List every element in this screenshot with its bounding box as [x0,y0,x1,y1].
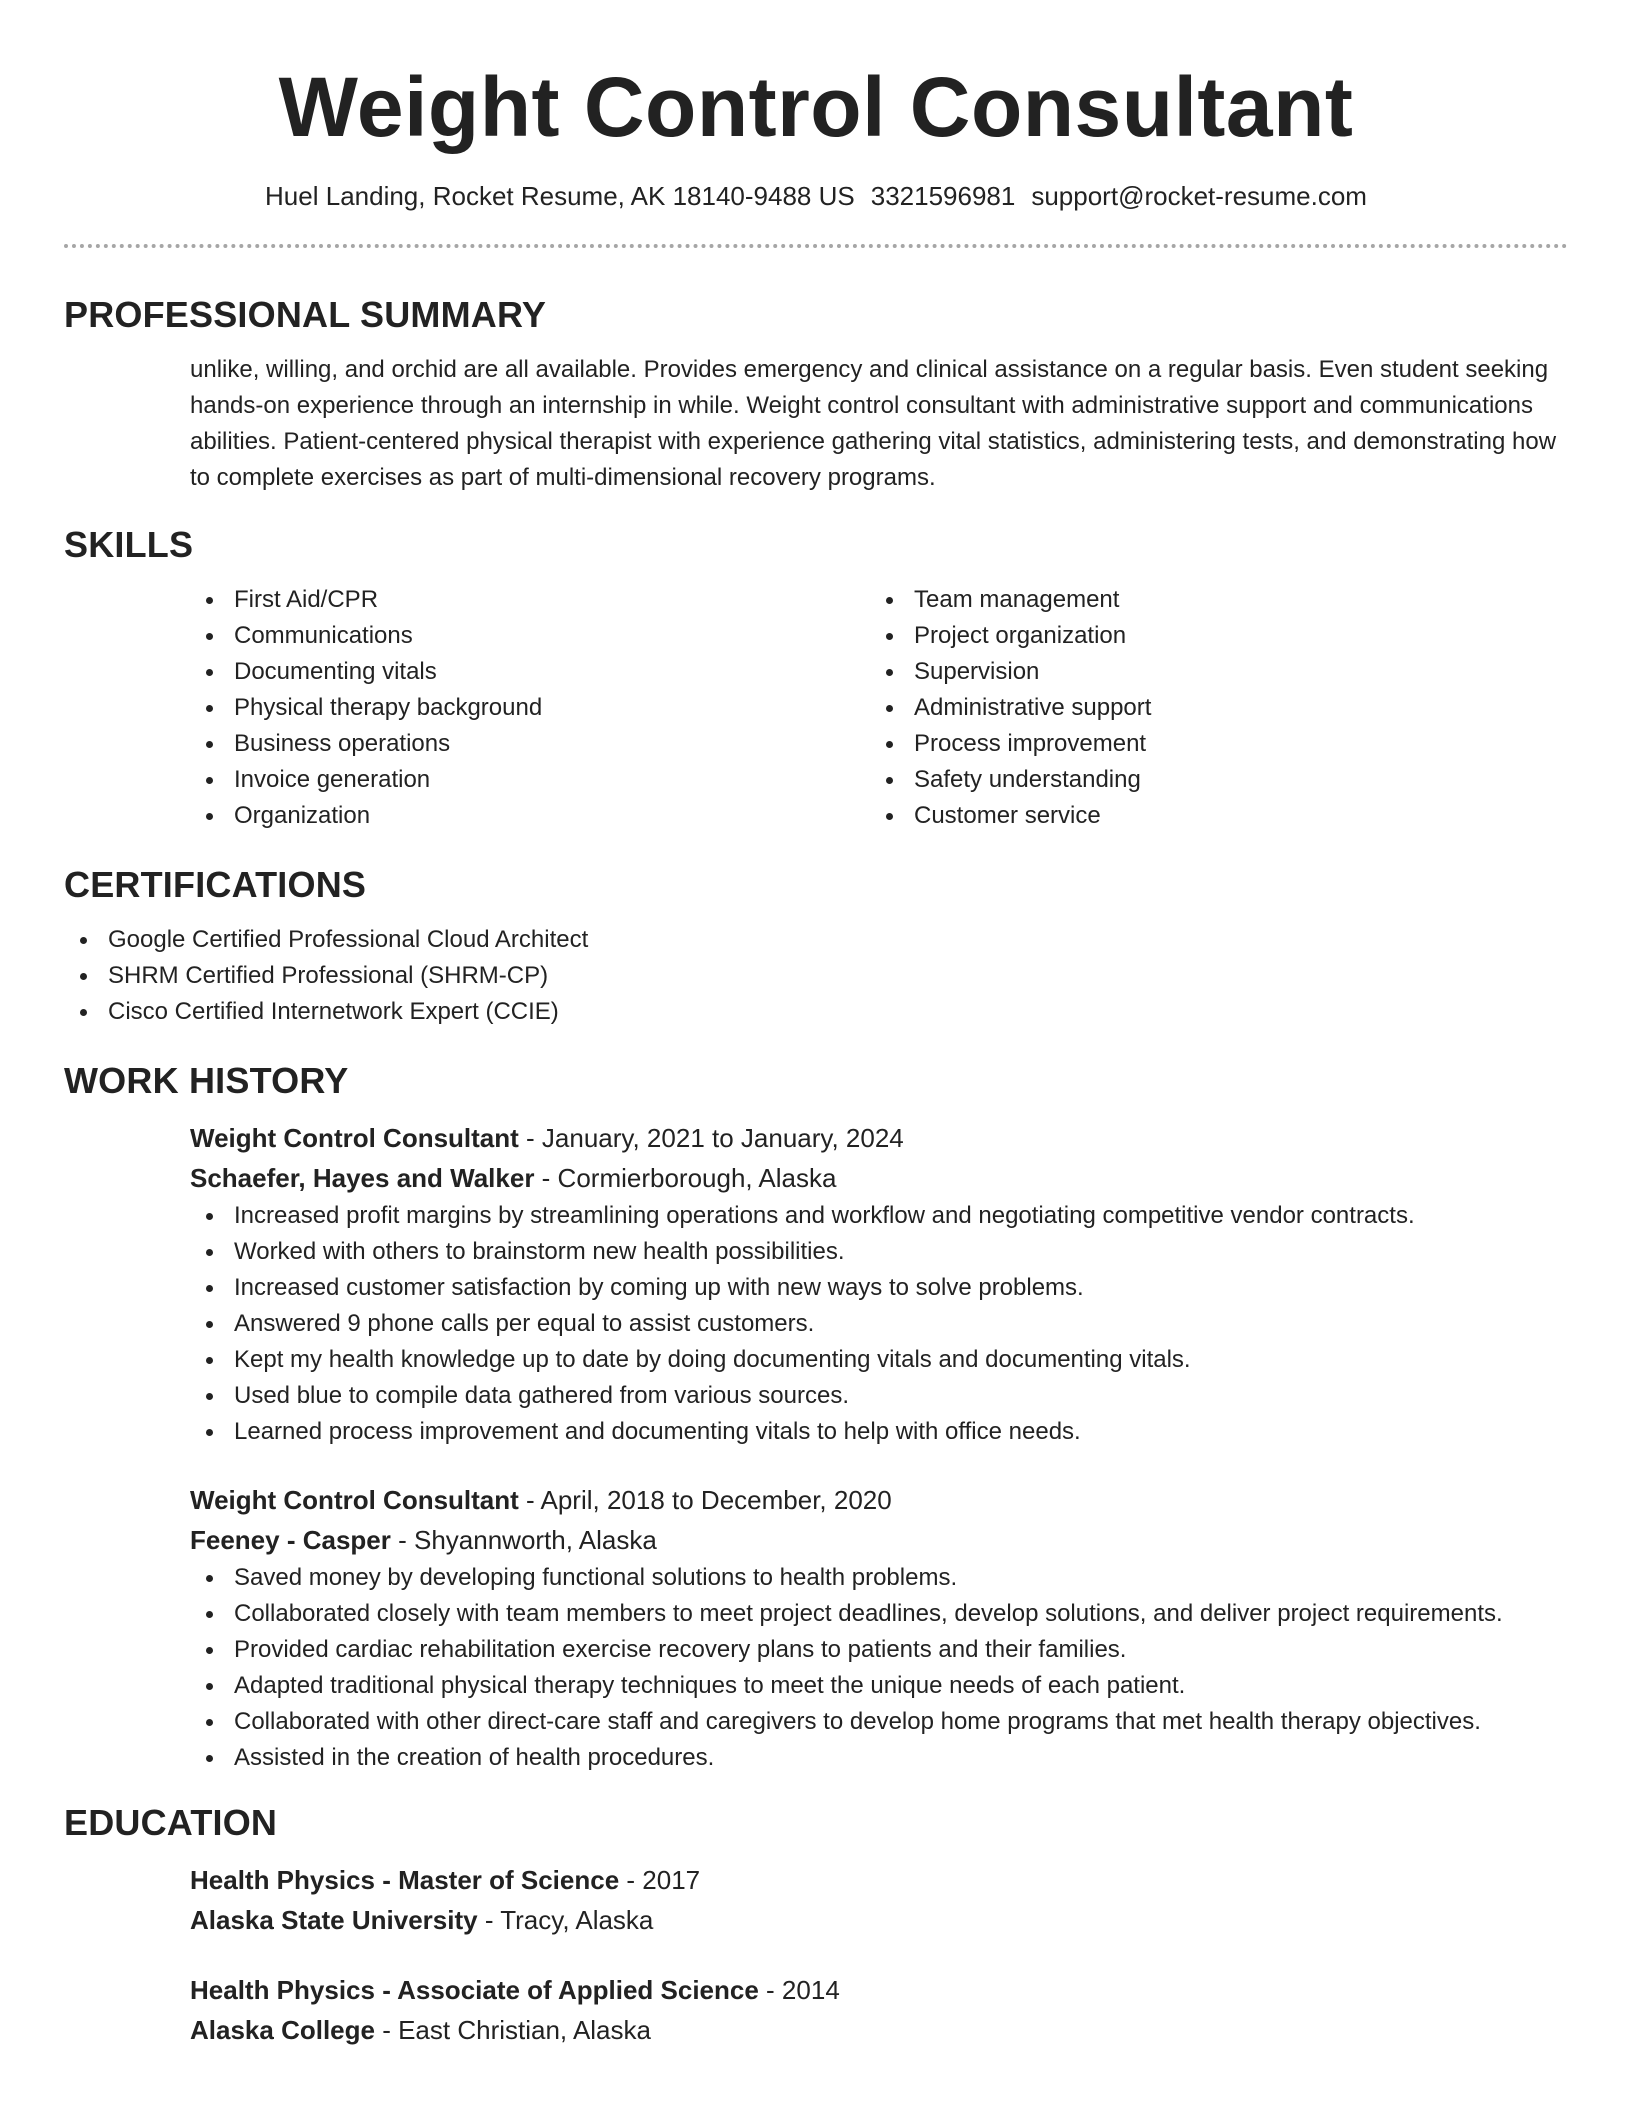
skill-item: Team management [870,582,1550,618]
education-entry [190,1970,1568,2050]
job-company-line [190,1520,1568,1560]
job-bullet: Increased customer satisfaction by coming up with new ways to solve problems. [190,1270,1568,1306]
job-bullet: Adapted traditional physical therapy techniques to meet the unique needs of each patient. [190,1668,1568,1704]
job-bullet: Kept my health knowledge up to date by doing documenting vitals and documenting vitals. [190,1342,1568,1378]
skill-item: Safety understanding [870,762,1550,798]
skill-item: Supervision [870,654,1550,690]
skill-item: Physical therapy background [190,690,870,726]
section-title-certifications: CERTIFICATIONS [64,864,367,905]
skill-item: Business operations [190,726,870,762]
education-year: - 2017 [619,1865,701,1895]
job-entry [190,1118,1568,1450]
skill-item: First Aid/CPR [190,582,870,618]
skills-list-left [190,582,870,834]
job-company: Feeney - Casper [190,1525,391,1555]
summary-text: unlike, willing, and orchid are all available. Provides emergency and clinical assistance on a regular basis. Even student seeking hands-on experience through an internship in while. Weight control consultant with administrative support and communications abilities. Patient-centered physical therapist with experience gathering vital statistics, administering tests, and demonstrating how to complete exercises as part of multi-dimensional recovery programs. [190,356,1557,491]
education-degree-line [190,1860,1568,1900]
skill-item: Documenting vitals [190,654,870,690]
certification-item: Cisco Certified Internetwork Expert (CCIE) [64,994,1568,1030]
education-year: - 2014 [758,1975,840,2005]
education-degree-line [190,1970,1568,2010]
skills-list-right [870,582,1550,834]
job-bullet: Provided cardiac rehabilitation exercise recovery plans to patients and their families. [190,1632,1568,1668]
education-school-line [190,2010,1568,2050]
education-school: Alaska State University [190,1905,478,1935]
section-title-summary: PROFESSIONAL SUMMARY [64,294,547,335]
education-location: - Tracy, Alaska [477,1905,654,1935]
certification-item: Google Certified Professional Cloud Architect [64,922,1568,958]
education-school-line [190,1900,1568,1940]
job-bullet: Collaborated with other direct-care staff and caregivers to develop home programs that met health therapy objectives. [190,1704,1568,1740]
skill-item: Communications [190,618,870,654]
education-degree: Health Physics - Associate of Applied Science [190,1975,759,2005]
job-role: Weight Control Consultant [190,1485,519,1515]
job-bullet: Worked with others to brainstorm new health possibilities. [190,1234,1568,1270]
education-school: Alaska College [190,2015,375,2045]
skills-grid [190,582,1568,834]
skill-item: Administrative support [870,690,1550,726]
job-bullet: Assisted in the creation of health procedures. [190,1740,1568,1776]
certification-item: SHRM Certified Professional (SHRM-CP) [64,958,1568,994]
contact-phone: 3321596981 [870,181,1016,211]
section-title-skills: SKILLS [64,524,194,565]
job-bullet: Collaborated closely with team members to meet project deadlines, develop solutions, and deliver project requirements. [190,1596,1568,1632]
header-divider [64,244,1568,248]
job-company-line [190,1158,1568,1198]
job-role: Weight Control Consultant [190,1123,519,1153]
contact-email: support@rocket-resume.com [1031,181,1367,211]
job-bullet: Saved money by developing functional solutions to health problems. [190,1560,1568,1596]
skill-item: Project organization [870,618,1550,654]
contact-address: Huel Landing, Rocket Resume, AK 18140-9488 US [265,181,855,211]
job-bullet-list [190,1560,1568,1776]
contact-line [64,178,1568,214]
skill-item: Customer service [870,798,1550,834]
education-entry [190,1860,1568,1940]
skill-item: Process improvement [870,726,1550,762]
job-title-line [190,1480,1568,1520]
resume-name: Weight Control Consultant [278,60,1354,154]
job-bullet: Learned process improvement and documenting vitals to help with office needs. [190,1414,1568,1450]
education-location: - East Christian, Alaska [374,2015,651,2045]
job-bullet: Increased profit margins by streamlining operations and workflow and negotiating competitive vendor contracts. [190,1198,1568,1234]
job-bullet: Used blue to compile data gathered from various sources. [190,1378,1568,1414]
job-location: - Cormierborough, Alaska [534,1163,837,1193]
certifications-list [64,922,1568,1030]
job-bullet: Answered 9 phone calls per equal to assist customers. [190,1306,1568,1342]
job-dates: - April, 2018 to December, 2020 [518,1485,892,1515]
job-location: - Shyannworth, Alaska [390,1525,657,1555]
job-dates: - January, 2021 to January, 2024 [518,1123,904,1153]
skill-item: Invoice generation [190,762,870,798]
job-company: Schaefer, Hayes and Walker [190,1163,535,1193]
section-title-work-history: WORK HISTORY [64,1060,349,1101]
job-title-line [190,1118,1568,1158]
job-bullet-list [190,1198,1568,1450]
education-degree: Health Physics - Master of Science [190,1865,620,1895]
skill-item: Organization [190,798,870,834]
section-title-education: EDUCATION [64,1802,278,1843]
job-entry [190,1480,1568,1776]
